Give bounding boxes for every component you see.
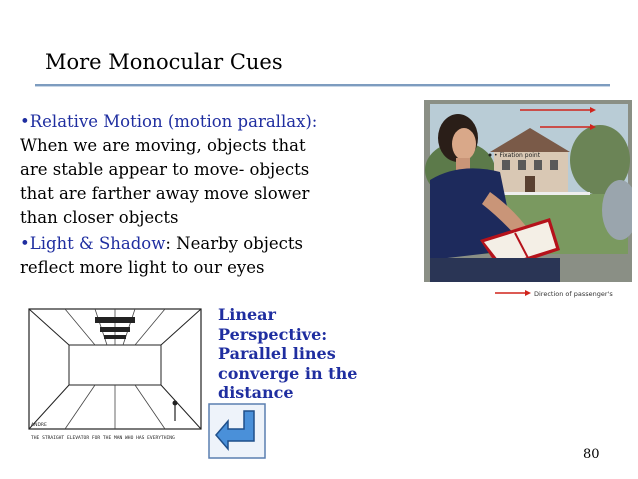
motion-parallax-photo: [420, 100, 632, 303]
page-number: 80: [583, 447, 600, 462]
bullet-line: than closer objects: [20, 208, 179, 227]
sketch-signature: ANDRE: [31, 423, 47, 428]
linear-perspective-line: Perspective:: [218, 324, 328, 344]
bullet-lead-relative-motion: Relative Motion (motion parallax):: [29, 112, 318, 131]
bullet-line: that are farther away move slower: [20, 184, 310, 203]
bullet-marker: •: [20, 234, 30, 253]
bullet-line: When we are moving, objects that: [20, 136, 306, 155]
bullet-list: [20, 110, 380, 280]
sketch-caption: THE STRAIGHT ELEVATOR FOR THE MAN WHO HAS EVERYTHING: [31, 436, 175, 441]
bullet-line: reflect more light to our eyes: [20, 258, 265, 277]
elevator-perspective-sketch: [25, 305, 205, 453]
bullet-marker: •: [20, 112, 30, 131]
linear-perspective-line: converge in the: [218, 363, 358, 383]
linear-perspective-line: distance: [218, 383, 294, 402]
bullet-light-shadow: [20, 232, 380, 280]
linear-perspective-line: Linear: [218, 305, 276, 324]
bullet-lead-suffix: : Nearby objects: [165, 234, 303, 253]
bullet-lead-light-shadow: Light & Shadow: [29, 234, 166, 253]
fixation-point-label: • Fixation point: [494, 152, 541, 159]
bullet-relative-motion: [20, 110, 380, 230]
direction-label: Direction of passenger's: [534, 290, 613, 298]
linear-perspective-line: Parallel lines: [218, 344, 336, 363]
slide-title: More Monocular Cues: [45, 50, 283, 74]
return-arrow-icon[interactable]: [208, 403, 266, 459]
bullet-line: are stable appear to move- objects: [20, 160, 310, 179]
linear-perspective-text: [218, 305, 378, 403]
title-divider-shadow: [35, 86, 610, 87]
